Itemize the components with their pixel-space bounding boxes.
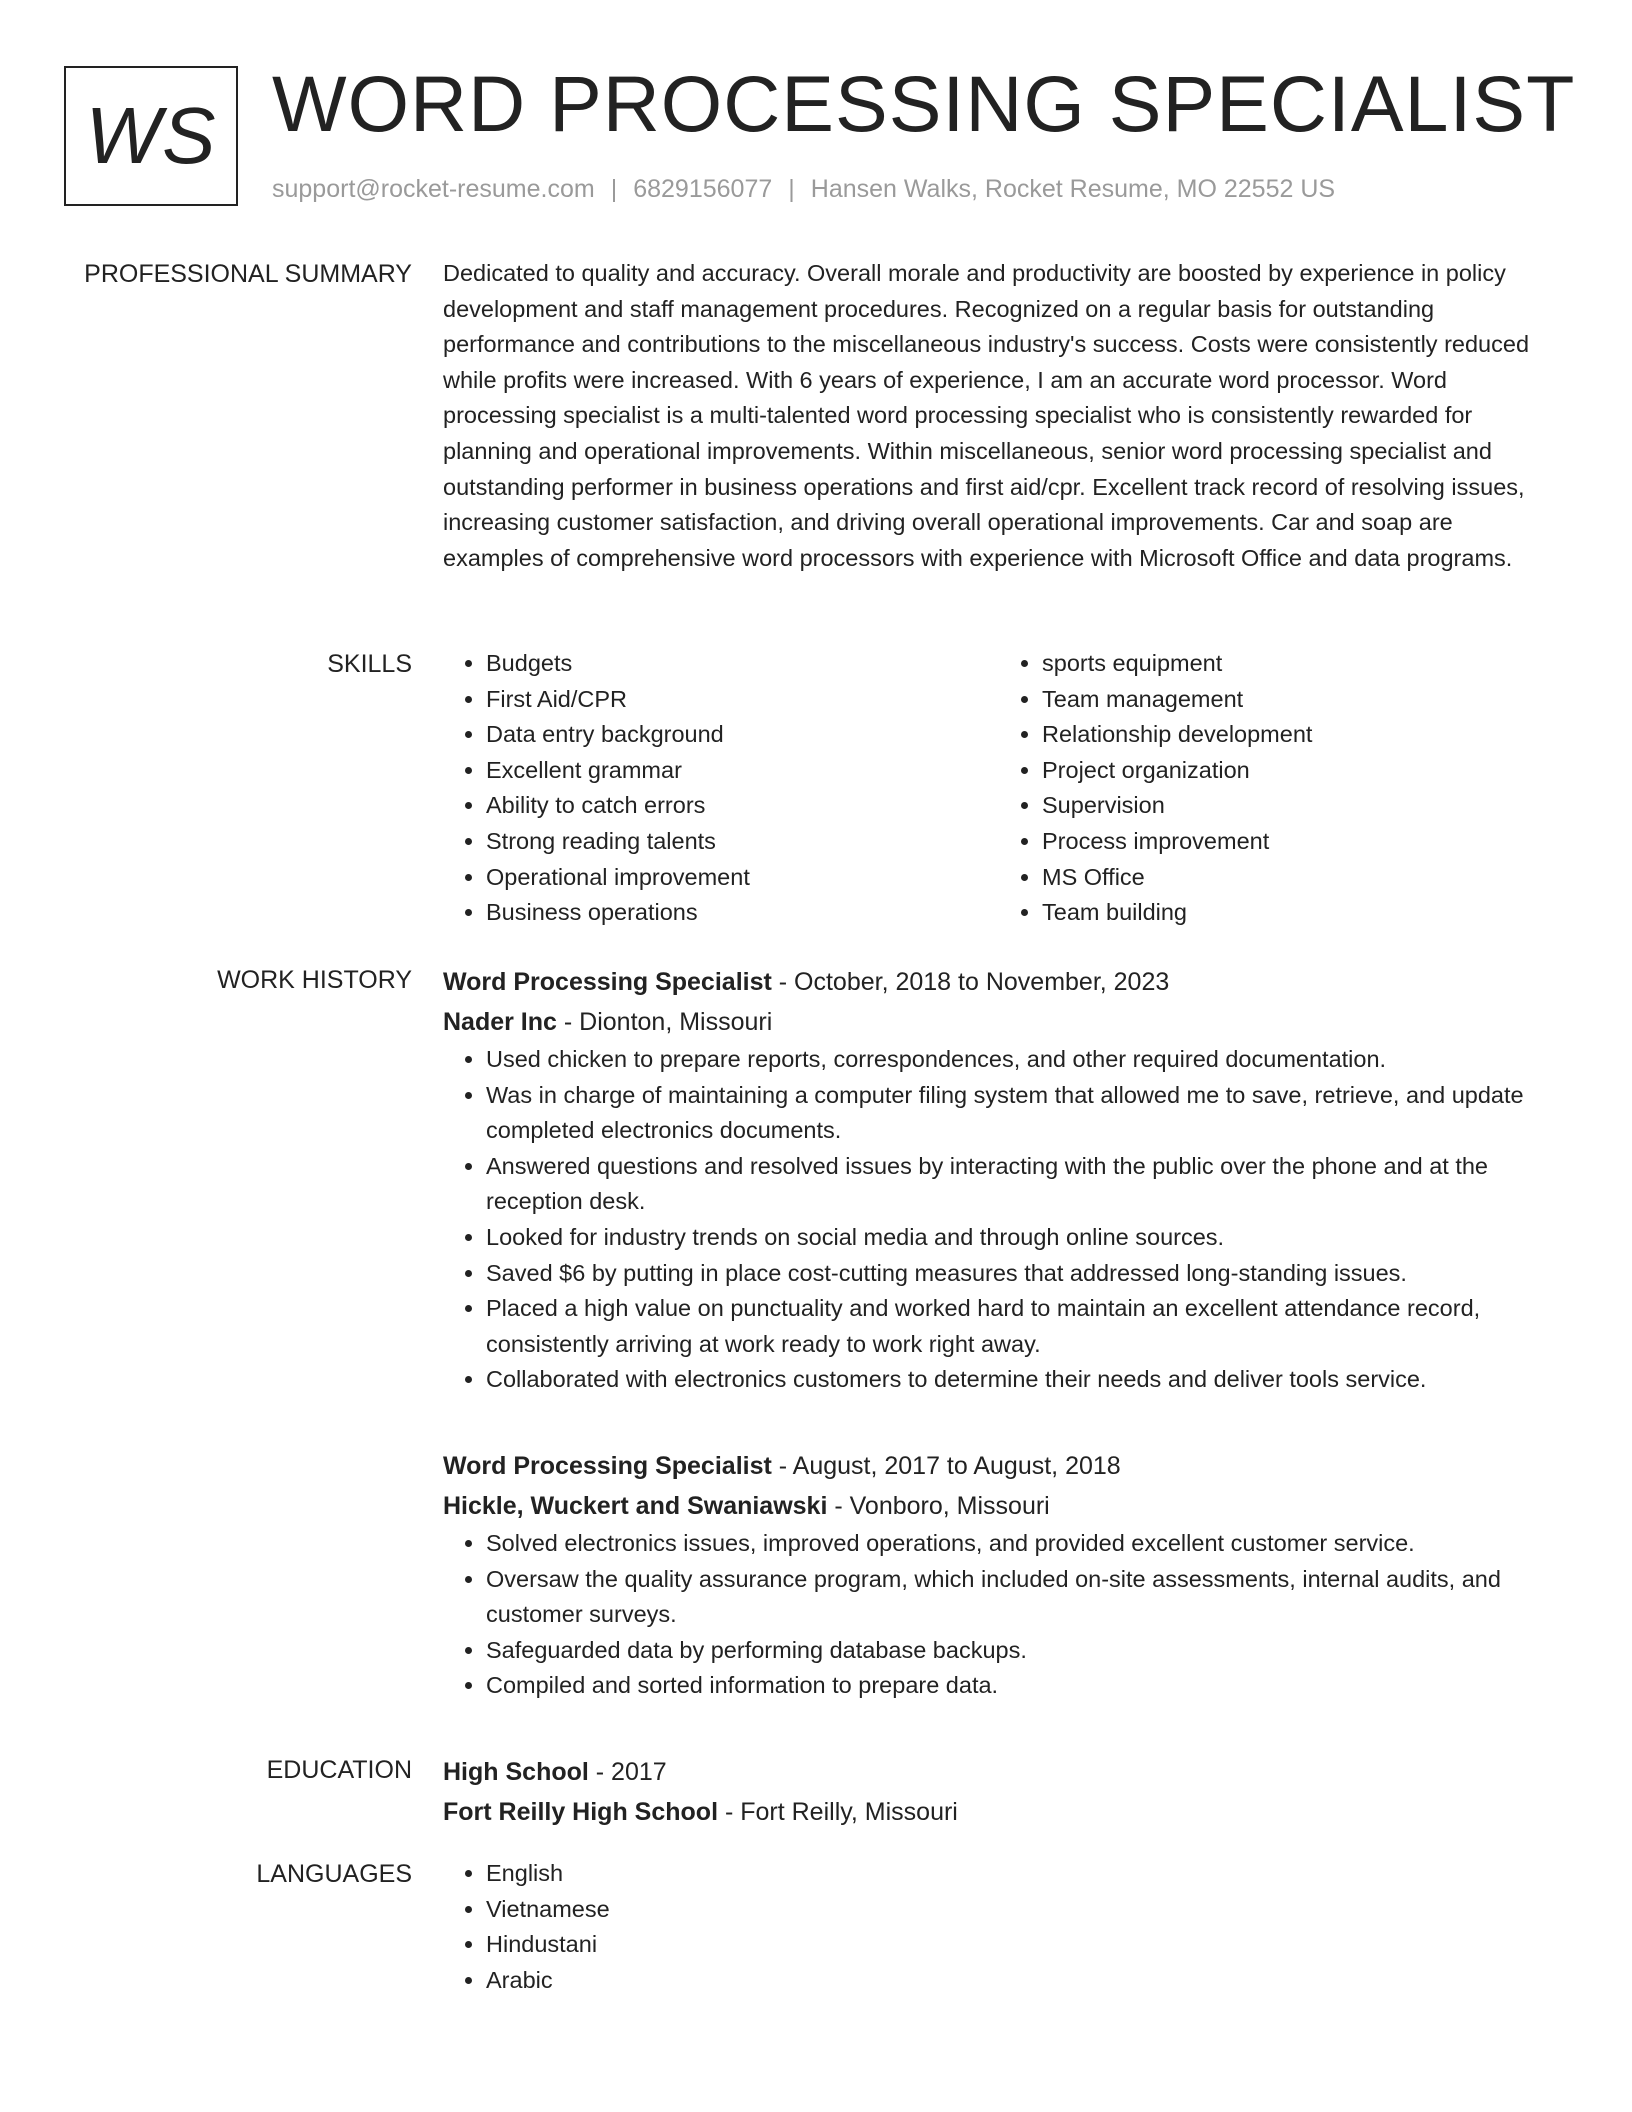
skill-item: • Operational improvement xyxy=(486,860,999,896)
job-title-line xyxy=(443,1446,1555,1486)
skill-item: • Process improvement xyxy=(1042,824,1555,860)
monogram-box xyxy=(64,66,238,206)
skill-item: • Budgets xyxy=(486,646,999,682)
job-location: - Dionton, Missouri xyxy=(556,1008,773,1036)
job-title: Word Processing Specialist xyxy=(443,1452,772,1480)
contact-email: support@rocket-resume.com xyxy=(272,175,595,203)
education-school-line xyxy=(443,1792,1555,1832)
languages-list xyxy=(443,1856,1555,1998)
job-title-line xyxy=(443,962,1555,1002)
job-bullet: • Compiled and sorted information to prepare data. xyxy=(486,1668,1555,1704)
monogram-initials: WS xyxy=(85,91,217,180)
section-label-languages: LANGUAGES xyxy=(256,1860,412,1888)
language-item: • Hindustani xyxy=(486,1927,1555,1963)
contact-separator: | xyxy=(610,175,618,203)
skill-item: • Project organization xyxy=(1042,753,1555,789)
contact-phone: 6829156077 xyxy=(633,175,773,203)
contact-separator: | xyxy=(788,175,795,203)
skill-item: • Team management xyxy=(1042,682,1555,718)
job-dates: - October, 2018 to November, 2023 xyxy=(771,968,1170,996)
job-bullet: • Answered questions and resolved issues by interacting with the public over the phone and at the reception desk. xyxy=(486,1149,1555,1220)
job-bullet: • Oversaw the quality assurance program, which included on-site assessments, internal audits, and customer surveys. xyxy=(486,1562,1555,1633)
skill-item: • Excellent grammar xyxy=(486,753,999,789)
skill-item: • Supervision xyxy=(1042,788,1555,824)
job-dates: - August, 2017 to August, 2018 xyxy=(771,1452,1121,1480)
job-bullet: • Saved $6 by putting in place cost-cutting measures that addressed long-standing issues. xyxy=(486,1256,1555,1292)
job-bullets xyxy=(443,1526,1555,1704)
job-bullets xyxy=(443,1042,1555,1398)
work-body-2 xyxy=(443,1446,1555,1704)
summary-text: Dedicated to quality and accuracy. Overall morale and productivity are boosted by experience in policy development and staff management procedures. Recognized on a regular basis for outstanding performance and contributions to the miscellaneous industry's success. Costs were consistently reduced while profits were increased. With 6 years of experience, I am an accurate word processor. Word processing specialist is a multi-talented word processing specialist who is consistently rewarded for planning and operational improvements. Within miscellaneous, senior word processing specialist and outstanding performer in business operations and first aid/cpr. Excellent track record of resolving issues, increasing customer satisfaction, and driving overall operational improvements. Car and soap are examples of comprehensive word processors with experience with Microsoft Office and data programs. xyxy=(443,260,1530,571)
section-label-skills: SKILLS xyxy=(327,650,412,678)
education-body xyxy=(443,1752,1555,1832)
job-bullet: • Looked for industry trends on social media and through online sources. xyxy=(486,1220,1555,1256)
education-location: - Fort Reilly, Missouri xyxy=(718,1798,958,1826)
language-item: • Arabic xyxy=(486,1963,1555,1999)
skill-item: • MS Office xyxy=(1042,860,1555,896)
job-entry xyxy=(443,1446,1555,1704)
education-degree: High School xyxy=(443,1758,589,1786)
skill-item: • Team building xyxy=(1042,895,1555,931)
contact-address: Hansen Walks, Rocket Resume, MO 22552 US xyxy=(810,175,1336,203)
skills-list-right xyxy=(999,646,1555,931)
skill-item: • Data entry background xyxy=(486,717,999,753)
languages-body xyxy=(443,1856,1555,1998)
work-body xyxy=(443,962,1555,1398)
job-bullet: • Placed a high value on punctuality and worked hard to maintain an excellent attendance record, consistently arriving at work ready to work right away. xyxy=(486,1291,1555,1362)
education-degree-line xyxy=(443,1752,1555,1792)
job-bullet: • Solved electronics issues, improved operations, and provided excellent customer service. xyxy=(486,1526,1555,1562)
language-item: • English xyxy=(486,1856,1555,1892)
summary-body xyxy=(443,256,1555,576)
job-company-line xyxy=(443,1002,1555,1042)
job-company-line xyxy=(443,1486,1555,1526)
education-school: Fort Reilly High School xyxy=(443,1798,719,1826)
section-label-work: WORK HISTORY xyxy=(217,966,412,994)
job-bullet: • Was in charge of maintaining a computer filing system that allowed me to save, retrieve, and update completed electronics documents. xyxy=(486,1078,1555,1149)
job-bullet: • Used chicken to prepare reports, correspondences, and other required documentation. xyxy=(486,1042,1555,1078)
language-item: • Vietnamese xyxy=(486,1892,1555,1928)
section-label-education: EDUCATION xyxy=(266,1756,412,1784)
job-title: Word Processing Specialist xyxy=(443,968,772,996)
resume-title: WORD PROCESSING SPECIALIST xyxy=(272,59,1576,148)
skill-item: • Ability to catch errors xyxy=(486,788,999,824)
job-bullet: • Collaborated with electronics customers to determine their needs and deliver tools service. xyxy=(486,1362,1555,1398)
skill-item: • Strong reading talents xyxy=(486,824,999,860)
section-label-summary: PROFESSIONAL SUMMARY xyxy=(84,260,412,288)
skill-item: • First Aid/CPR xyxy=(486,682,999,718)
contact-line xyxy=(272,172,1335,206)
education-year: - 2017 xyxy=(588,1758,667,1786)
skill-item: • Business operations xyxy=(486,895,999,931)
job-company: Nader Inc xyxy=(443,1008,557,1036)
skill-item: • sports equipment xyxy=(1042,646,1555,682)
job-location: - Vonboro, Missouri xyxy=(827,1492,1050,1520)
skills-columns xyxy=(443,646,1555,931)
skill-item: • Relationship development xyxy=(1042,717,1555,753)
job-entry xyxy=(443,962,1555,1398)
job-company: Hickle, Wuckert and Swaniawski xyxy=(443,1492,828,1520)
job-bullet: • Safeguarded data by performing database backups. xyxy=(486,1633,1555,1669)
skills-list-left xyxy=(443,646,999,931)
